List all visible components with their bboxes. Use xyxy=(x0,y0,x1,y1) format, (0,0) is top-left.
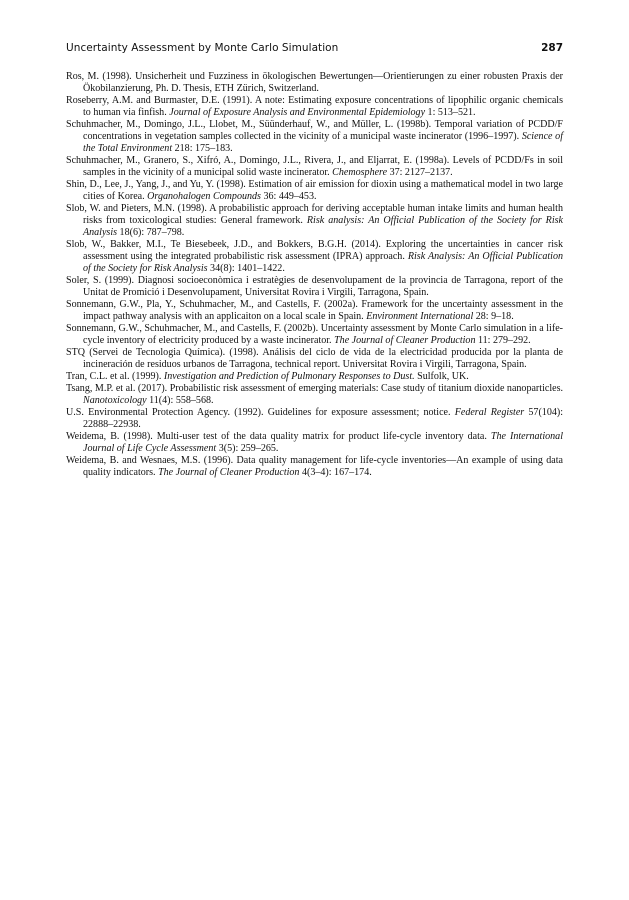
reference-item: Sonnemann, G.W., Pla, Y., Schuhmacher, M., and Castells, F. (2002a). Framework for the uncertainty assessment in the impact pathway analysis with an applicaiton on a local scale in Spain. Environment International 28: 9–18. xyxy=(66,299,563,322)
reference-item: Slob, W., Bakker, M.I., Te Biesebeek, J.D., and Bokkers, B.G.H. (2014). Exploring the uncertainties in cancer risk assessment using the integrated probabilistic risk assessment (IPRA) approach. Risk Analysis: An Official Publication of the Society for Risk Analysis 34(8): 1401–1422. xyxy=(66,239,564,274)
reference-item: Tsang, M.P. et al. (2017). Probabilistic risk assessment of emerging materials: Case study of titanium dioxide nanoparticles. Nanotoxicology 11(4): 558–568. xyxy=(66,383,563,406)
reference-item: Shin, D., Lee, J., Yang, J., and Yu, Y. (1998). Estimation of air emission for dioxin using a mathematical model in two large cities of Korea. Organohalogen Compounds 36: 449–453. xyxy=(66,179,563,202)
reference-list xyxy=(66,71,563,479)
reference-item: Slob, W. and Pieters, M.N. (1998). A probabilistic approach for deriving acceptable human intake limits and human health risks from toxicological studies: General framework. Risk analysis: An Official Publication of the Society for Risk Analysis 18(6): 787–798. xyxy=(66,203,563,238)
reference-item: Tran, C.L. et al. (1999). Investigation and Prediction of Pulmonary Responses to Dust. Sulfolk, UK. xyxy=(66,371,469,382)
reference-item: Schuhmacher, M., Granero, S., Xifró, A., Domingo, J.L., Rivera, J., and Eljarrat, E. (1998a). Levels of PCDD/Fs in soil samples in the vicinity of a municipal solid waste incinerator. Chemosphere 37: 2127–2137. xyxy=(66,155,563,178)
reference-item: U.S. Environmental Protection Agency. (1992). Guidelines for exposure assessment; notice. Federal Register 57(104): 22888–22938. xyxy=(66,407,564,430)
reference-item: STQ (Servei de Tecnologia Química). (1998). Análisis del ciclo de vida de la electricidad producida por la planta de incineración de residuos urbanos de Tarragona, technical report. Universitat Rovira i Virgili, Tarragona, Spain. xyxy=(66,347,563,370)
reference-item: Schuhmacher, M., Domingo, J.L., Llobet, M., Süünderhauf, W., and Müller, L. (1998b). Temporal variation of PCDD/F concentrations in vegetation samples collected in the vicinity of a municipal waste incinerator (1996–1997). Science of the Total Environment 218: 175–183. xyxy=(66,119,563,154)
reference-item: Weidema, B. (1998). Multi-user test of the data quality matrix for product life-cycle inventory data. The International Journal of Life Cycle Assessment 3(5): 259–265. xyxy=(66,431,563,454)
reference-item: Roseberry, A.M. and Burmaster, D.E. (1991). A note: Estimating exposure concentrations of lipophilic organic chemicals to human via finfish. Journal of Exposure Analysis and Environmental Epidemiology 1: 513–521. xyxy=(66,95,563,118)
running-title: Uncertainty Assessment by Monte Carlo Simulation xyxy=(66,42,339,54)
page-number: 287 xyxy=(541,42,563,54)
reference-item: Ros, M. (1998). Unsicherheit und Fuzziness in ökologischen Bewertungen—Orientierungen zu einer robusten Praxis der Ökobilanzierung, Ph. D. Thesis, ETH Zürich, Switzerland. xyxy=(66,71,563,94)
reference-item: Soler, S. (1999). Diagnosi socioeconòmica i estratègies de desenvolupament de la provincia de Tarragona, report of the Unitat de Promició i Desenvolupament, Universitat Rovira i Virgili, Tarragona, Spain. xyxy=(66,275,563,298)
reference-item: Sonnemann, G.W., Schuhmacher, M., and Castells, F. (2002b). Uncertainty assessment by Monte Carlo simulation in a life-cycle inventory of electricity produced by a waste incinerator. The Journal of Cleaner Production 11: 279–292. xyxy=(66,323,563,346)
reference-item: Weidema, B. and Wesnaes, M.S. (1996). Data quality management for life-cycle inventories—An example of using data quality indicators. The Journal of Cleaner Production 4(3–4): 167–174. xyxy=(66,455,563,478)
running-header xyxy=(66,42,563,58)
